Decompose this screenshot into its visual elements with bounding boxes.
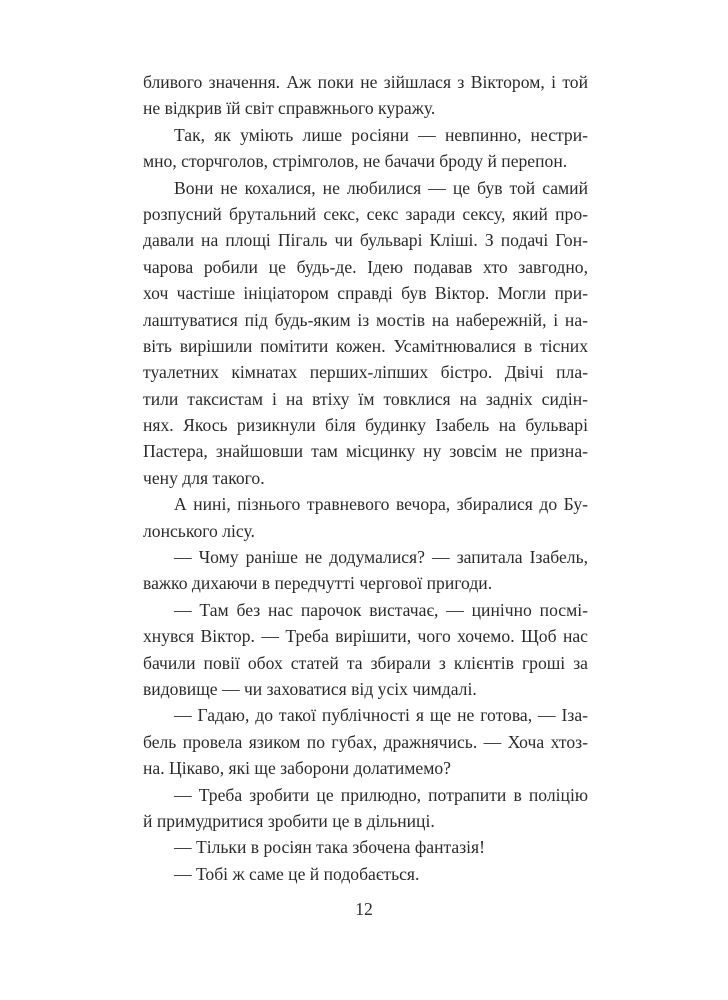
text-line: А нині, пізнього травневого вечора, збиралися до Бу- bbox=[174, 494, 588, 515]
text-line: не відкрив їй світ справжнього куражу. bbox=[143, 98, 436, 119]
text-line: видовище — чи заховатися від усіх чимдалі. bbox=[143, 678, 477, 699]
text-line: — Чому раніше не додумалися? — запитала Ізабель, bbox=[174, 547, 588, 568]
text-line: — Там без нас парочок вистачає, — цинічно посмі- bbox=[174, 599, 588, 620]
text-line: Пастера, знайшовши там місцинку ну зовсім не призна- bbox=[143, 441, 588, 462]
text-line: лонського лісу. bbox=[143, 520, 255, 541]
text-line: туалетних кімнатах перших-ліпших бістро. Двічі пла- bbox=[143, 362, 588, 383]
text-line: Вони не кохалися, не любилися — це був той самий bbox=[174, 177, 588, 198]
text-line: на. Цікаво, які ще заборони долатимемо? bbox=[143, 758, 451, 779]
text-line: — Треба зробити це прилюдно, потрапити в поліцію bbox=[174, 784, 588, 805]
text-line: мно, сторчголов, стрімголов, не бачачи броду й перепон. bbox=[143, 151, 568, 172]
text-line: бливого значення. Аж поки не зійшлася з Віктором, і той bbox=[143, 72, 588, 92]
text-line: лаштуватися під будь-яким із мостів на набережній, і на- bbox=[143, 309, 588, 330]
text-line: давали на площі Пігаль чи бульварі Кліші. З подачі Гон- bbox=[143, 230, 588, 251]
text-line: — Тобі ж саме це й подобається. bbox=[174, 863, 420, 884]
body-text bbox=[143, 69, 588, 887]
text-line: важко дихаючи в передчутті чергової пригоди. bbox=[143, 573, 493, 594]
text-line: бель провела язиком по губах, дражнячись. — Хоча хтоз- bbox=[143, 731, 588, 752]
text-line: розпусний брутальний секс, секс заради сексу, який про- bbox=[143, 203, 588, 224]
text-line: — Тільки в росіян така збочена фантазія! bbox=[174, 837, 485, 858]
text-line: й примудритися зробити це в дільниці. bbox=[143, 810, 435, 831]
text-line: чену для такого. bbox=[143, 467, 265, 488]
text-line: Так, як уміють лише росіяни — невпинно, нестри- bbox=[174, 124, 588, 145]
text-line: нях. Якось ризикнули біля будинку Ізабель на бульварі bbox=[143, 415, 588, 436]
text-line: хнувся Віктор. — Треба вирішити, чого хочемо. Щоб нас bbox=[143, 626, 588, 647]
text-line: тили таксистам і на втіху їм товклися на задніх сидін- bbox=[143, 388, 588, 409]
text-line: бачили повії обох статей та збирали з клієнтів гроші за bbox=[143, 652, 588, 673]
page-number: 12 bbox=[355, 899, 373, 919]
text-line: чарова робили це будь-де. Ідею подавав хто завгодно, bbox=[143, 256, 588, 277]
text-line: хоч частіше ініціатором справді був Віктор. Могли при- bbox=[143, 283, 588, 304]
text-line: — Гадаю, до такої публічності я ще не готова, — Іза- bbox=[174, 705, 588, 726]
text-line: віть вирішили помітити кожен. Усамітнювалися в тісних bbox=[143, 335, 588, 356]
